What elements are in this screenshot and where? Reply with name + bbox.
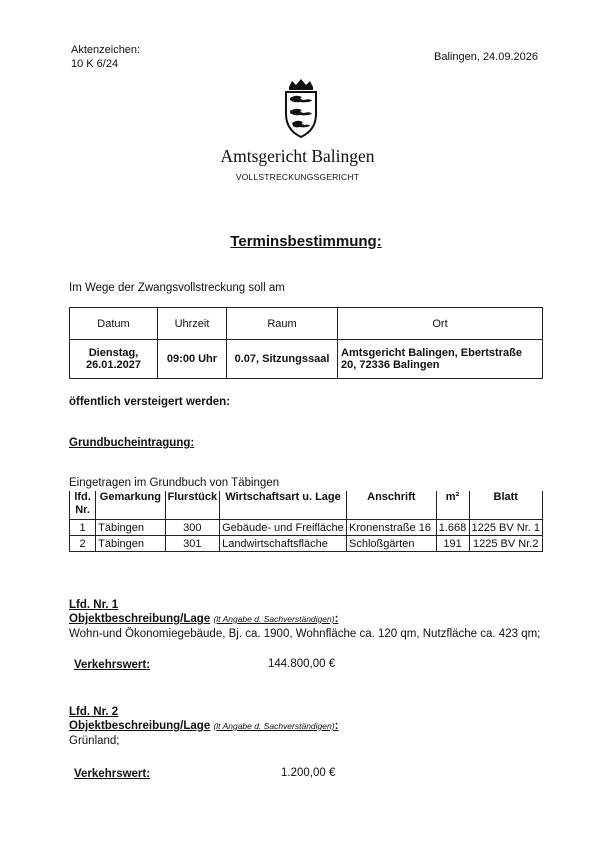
grundbuch-table: [69, 491, 543, 552]
object-1-label-line: [69, 612, 338, 626]
grundbuch-heading: Grundbucheintragung:: [69, 437, 195, 449]
row-lfd: 1: [70, 520, 96, 536]
header-blatt: Blatt: [469, 491, 543, 520]
court-department: VOLLSTRECKUNGSGERICHT: [235, 172, 360, 182]
object-1-note: (lt Angabe d. Sachverständigen): [213, 614, 335, 624]
termin-ort-line2: 20, 72336 Balingen: [341, 359, 440, 371]
court-name: Amtsgericht Balingen: [220, 146, 375, 166]
object-1-colon: :: [334, 613, 339, 625]
termin-datum: [70, 340, 158, 379]
row-gemarkung: Täbingen: [96, 520, 165, 536]
object-2-description: Grünland;: [69, 735, 120, 747]
eingetragen-text: Eingetragen im Grundbuch von Täbingen: [69, 477, 280, 489]
aktenzeichen-label: Aktenzeichen:: [71, 44, 141, 56]
place-date: Balingen, 24.09.2026: [434, 51, 538, 63]
header-datum: Datum: [70, 308, 158, 340]
row-gemarkung: Täbingen: [96, 536, 165, 552]
termin-date: 26.01.2027: [85, 359, 142, 371]
header-wirtschaftsart: Wirtschaftsart u. Lage: [220, 491, 347, 520]
table-row: [70, 536, 543, 552]
object-2-verkehrswert: 1.200,00 €: [281, 767, 336, 779]
object-1-description: Wohn-und Ökonomiegebäude, Bj. ca. 1900, Wohnfläche ca. 120 qm, Nutzfläche ca. 423 qm;: [69, 628, 541, 640]
header-raum: Raum: [227, 308, 338, 340]
header-flurstueck: Flurstück: [165, 491, 220, 520]
header-ort: Ort: [338, 308, 543, 340]
aktenzeichen-block: [71, 43, 140, 71]
intro-text: Im Wege der Zwangsvollstreckung soll am: [69, 282, 285, 294]
termin-header-row: [70, 308, 543, 340]
termin-row: [70, 340, 543, 379]
row-flurstueck: 300: [165, 520, 220, 536]
termin-ort-line1: Amtsgericht Balingen, Ebertstraße: [341, 347, 522, 359]
row-wirtschaftsart: Landwirtschaftsfläche: [220, 536, 347, 552]
object-2-note: (lt Angabe d. Sachverständigen): [213, 721, 335, 731]
termin-uhrzeit: 09:00 Uhr: [158, 340, 227, 379]
aktenzeichen-value: 10 K 6/24: [71, 58, 119, 70]
row-blatt: 1225 BV Nr.2: [469, 536, 543, 552]
object-2-verkehrswert-label: Verkehrswert:: [74, 768, 151, 780]
termin-table: [69, 307, 543, 379]
object-2-colon: :: [334, 720, 339, 732]
grundbuch-header-row: [70, 491, 543, 520]
termin-ort: [338, 340, 543, 379]
table-row: [70, 520, 543, 536]
object-1-label: Objektbeschreibung/Lage: [69, 613, 211, 625]
versteigert-text: öffentlich versteigert werden:: [69, 396, 231, 408]
header-lfd: [70, 491, 96, 520]
header-m2: m²: [436, 491, 469, 520]
object-2-label: Objektbeschreibung/Lage: [69, 720, 211, 732]
object-1-verkehrswert: 144.800,00 €: [268, 658, 336, 670]
row-lfd: 2: [70, 536, 96, 552]
header-gemarkung: Gemarkung: [96, 491, 165, 520]
header-anschrift: Anschrift: [347, 491, 437, 520]
row-flurstueck: 301: [165, 536, 220, 552]
baden-wuerttemberg-crest-icon: [280, 78, 322, 140]
object-2-heading: Lfd. Nr. 2: [69, 706, 119, 718]
row-wirtschaftsart: Gebäude- und Freifläche: [220, 520, 347, 536]
header-uhrzeit: Uhrzeit: [158, 308, 227, 340]
header-lfd-line2: Nr.: [75, 504, 90, 516]
row-anschrift: Schloßgärten: [347, 536, 437, 552]
row-anschrift: Kronenstraße 16: [347, 520, 437, 536]
object-1-verkehrswert-label: Verkehrswert:: [74, 659, 151, 671]
termin-weekday: Dienstag,: [88, 347, 139, 359]
row-blatt: 1225 BV Nr. 1: [469, 520, 543, 536]
object-2-label-line: [69, 719, 338, 733]
header-lfd-line1: lfd.: [74, 491, 91, 503]
document-title: Terminsbestimmung:: [230, 233, 382, 250]
row-m2: 191: [436, 536, 469, 552]
termin-raum: 0.07, Sitzungssaal: [227, 340, 338, 379]
object-1-heading: Lfd. Nr. 1: [69, 599, 119, 611]
row-m2: 1.668: [436, 520, 469, 536]
